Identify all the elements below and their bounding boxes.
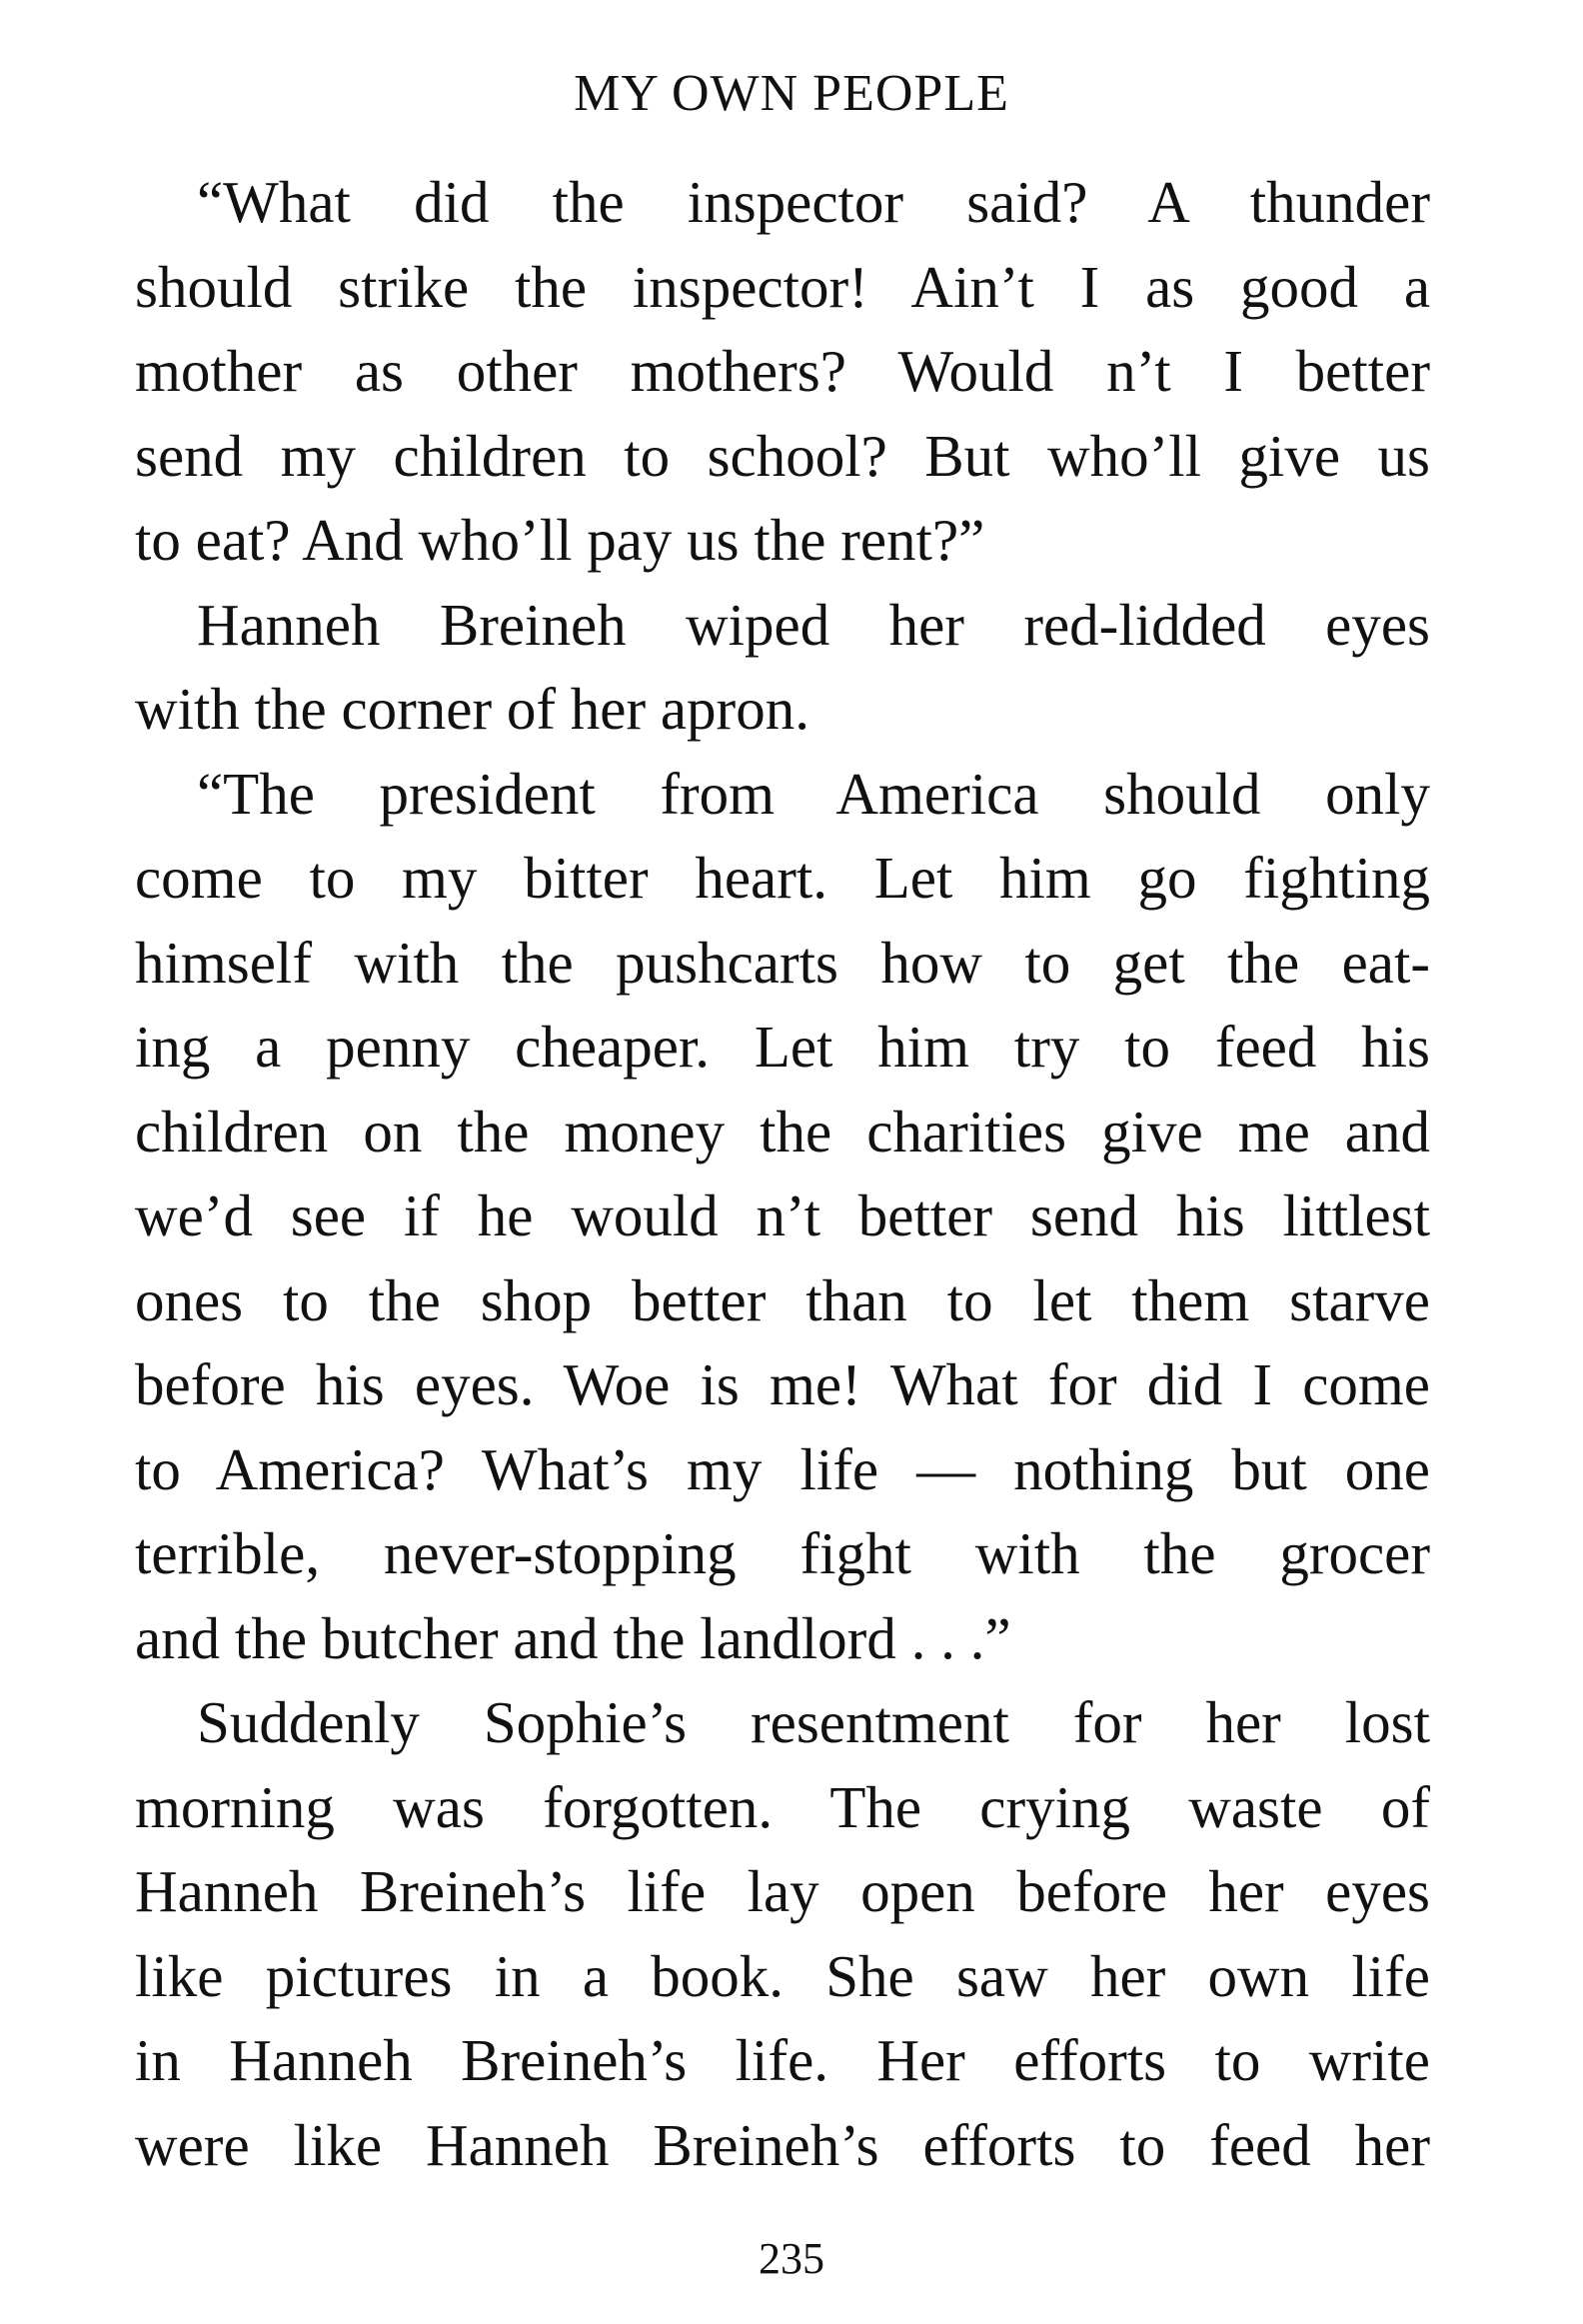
text-line: should strike the inspector! Ain’t I as good a <box>135 253 1430 320</box>
text-line: Hanneh Breineh wiped her red-lidded eyes <box>197 591 1430 658</box>
text-line: mother as other mothers? Would n’t I better <box>135 338 1430 404</box>
text-line: we’d see if he would n’t better send his littlest <box>135 1182 1430 1248</box>
text-line: Suddenly Sophie’s resentment for her lost <box>197 1689 1430 1755</box>
text-line: Hanneh Breineh’s life lay open before her eyes <box>135 1858 1430 1924</box>
page-number: 235 <box>759 2234 824 2283</box>
body-text <box>135 160 1430 2187</box>
text-line: himself with the pushcarts how to get the eat- <box>135 929 1430 996</box>
text-line: to America? What’s my life — nothing but one <box>135 1435 1430 1502</box>
text-line: to eat? And who’ll pay us the rent?” <box>135 507 985 573</box>
text-line: ones to the shop better than to let them starve <box>135 1266 1430 1333</box>
text-line: before his eyes. Woe is me! What for did I come <box>135 1351 1430 1417</box>
paragraph <box>135 583 1430 752</box>
text-line: were like Hanneh Breineh’s efforts to feed her <box>135 2111 1430 2178</box>
text-line: ing a penny cheaper. Let him try to feed his <box>135 1014 1430 1080</box>
paragraph <box>135 752 1430 1681</box>
text-line: “The president from America should only <box>197 760 1430 827</box>
text-line: terrible, never-stopping fight with the grocer <box>135 1520 1430 1586</box>
text-line: in Hanneh Breineh’s life. Her efforts to write <box>135 2027 1430 2093</box>
paragraph <box>135 1680 1430 2187</box>
text-line: “What did the inspector said? A thunder <box>197 169 1430 235</box>
running-head: MY OWN PEOPLE <box>574 65 1009 122</box>
text-line: morning was forgotten. The crying waste of <box>135 1773 1430 1840</box>
text-line: come to my bitter heart. Let him go fighting <box>135 845 1430 911</box>
text-line: like pictures in a book. She saw her own life <box>135 1942 1430 2009</box>
text-line: children on the money the charities give me and <box>135 1098 1430 1164</box>
paragraph <box>135 160 1430 583</box>
text-line: and the butcher and the landlord . . .” <box>135 1604 1011 1671</box>
text-line: send my children to school? But who’ll give us <box>135 422 1430 489</box>
text-line: with the corner of her apron. <box>135 676 809 742</box>
